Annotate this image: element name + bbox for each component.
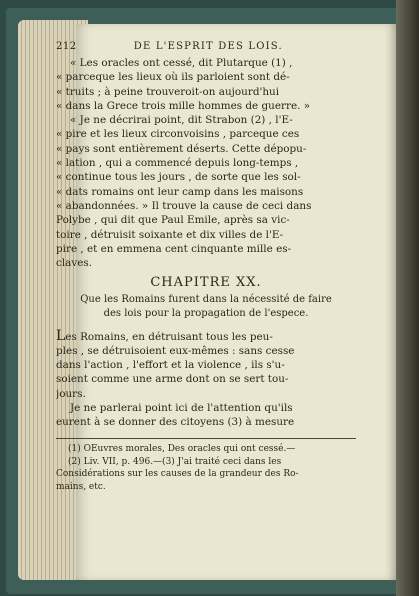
footnote-line: (2) Liv. VII, p. 496.—(3) J'ai traité ceci dans les bbox=[68, 456, 282, 467]
footnote-rule bbox=[56, 438, 356, 439]
running-title: DE L'ESPRIT DES LOIS. bbox=[133, 41, 283, 52]
text-line: pire , et en emmena cent cinquante mille es- bbox=[56, 242, 292, 255]
text-line: « pire et les lieux circonvoisins , parceque ces bbox=[56, 128, 300, 141]
text-line: claves. bbox=[56, 257, 92, 270]
text-line: « lation , qui a commencé depuis long-temps , bbox=[56, 157, 299, 170]
paragraph-romains bbox=[56, 329, 374, 400]
text-line: « pays sont entièrement déserts. Cette dépopu- bbox=[56, 142, 307, 155]
text-line: jours. bbox=[56, 387, 86, 400]
chapter-heading: CHAPITRE XX. bbox=[150, 275, 262, 291]
text-line: « parceque les lieux où ils parloient sont dé- bbox=[56, 71, 290, 84]
text-line: eurent à se donner des citoyens (3) à mesure bbox=[56, 416, 295, 429]
text-line: soient comme une arme dont on se sert tou- bbox=[56, 373, 289, 386]
paragraph-citoyens bbox=[56, 401, 374, 430]
summary-line: des lois pour la propagation de l'espece. bbox=[103, 308, 309, 320]
text-line: « Je ne décrirai point, dit Strabon (2) , l'E- bbox=[70, 114, 293, 127]
text-line: Polybe , qui dit que Paul Emile, après sa vic- bbox=[56, 214, 290, 227]
text-line: toire , détruisit soixante et dix villes de l'E- bbox=[56, 228, 284, 241]
text-line: « truits ; à peine trouveroit-on aujourd'hui bbox=[56, 85, 280, 98]
paragraph-plutarque bbox=[56, 56, 374, 113]
text-line: « Les oracles ont cessé, dit Plutarque (1) , bbox=[70, 57, 293, 69]
text-line: dans l'action , l'effort et la violence , ils s'u- bbox=[56, 358, 285, 371]
footnote-line: mains, etc. bbox=[56, 481, 106, 492]
chapter-summary bbox=[56, 293, 374, 322]
footnote-line: (1) OEuvres morales, Des oracles qui ont cessé.— bbox=[68, 444, 296, 455]
book-gutter bbox=[396, 0, 419, 596]
text-line-rest: es Romains, en détruisant tous les peu- bbox=[65, 331, 273, 344]
running-header bbox=[56, 40, 360, 56]
text-line: « dans la Grece trois mille hommes de guerre. » bbox=[56, 99, 311, 112]
paragraph-strabon bbox=[56, 113, 374, 270]
page-number: 212 bbox=[56, 41, 77, 52]
text-line: ples , se détruisoient eux-mêmes : sans cesse bbox=[56, 344, 295, 357]
text-line: « dats romains ont leur camp dans les maisons bbox=[56, 185, 304, 198]
drop-initial: L bbox=[56, 329, 66, 344]
text-line bbox=[56, 329, 368, 343]
page-text bbox=[56, 40, 374, 493]
footnotes bbox=[56, 443, 374, 493]
text-line: « continue tous les jours , de sorte que les sol- bbox=[56, 171, 301, 184]
summary-line: Que les Romains furent dans la nécessité de faire bbox=[80, 293, 332, 305]
footnote-line: Considérations sur les causes de la grandeur des Ro- bbox=[56, 469, 299, 480]
text-line: « abandonnées. » Il trouve la cause de ceci dans bbox=[56, 199, 312, 212]
text-line: Je ne parlerai point ici de l'attention qu'ils bbox=[70, 401, 293, 414]
